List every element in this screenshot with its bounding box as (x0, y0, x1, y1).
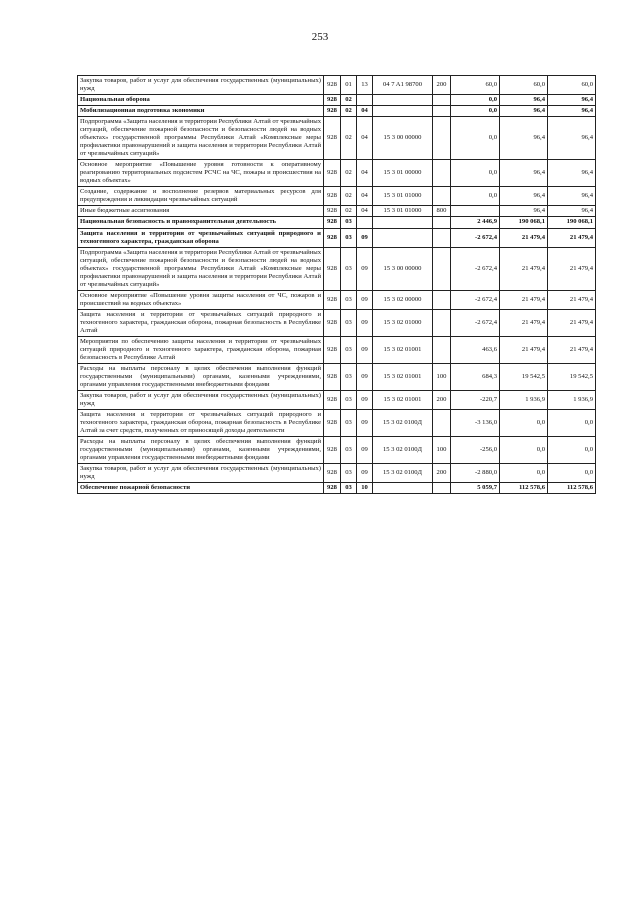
amount-year1-cell: 96,4 (500, 187, 548, 206)
target-article-cell: 15 3 02 0100Д (373, 437, 433, 464)
amount-year2-cell: 96,4 (548, 106, 596, 117)
row-name-cell: Закупка товаров, работ и услуг для обеспечения государственных (муниципальных) нужд (78, 391, 324, 410)
section-code-cell: 03 (341, 228, 357, 247)
expense-type-cell: 100 (433, 437, 451, 464)
amount-year1-cell: 190 068,1 (500, 217, 548, 228)
expense-type-cell (433, 187, 451, 206)
amount-year2-cell: 21 479,4 (548, 247, 596, 290)
table-row (78, 228, 596, 247)
admin-code-cell: 928 (324, 217, 341, 228)
section-code-cell: 03 (341, 290, 357, 309)
row-name-cell: Защита населения и территории от чрезвычайных ситуаций природного и техногенного характера, гражданская оборона, пожарная безопасность в Республике Алтай (78, 309, 324, 336)
admin-code-cell: 928 (324, 247, 341, 290)
subsection-code-cell: 04 (357, 106, 373, 117)
target-article-cell (373, 95, 433, 106)
amount-year2-cell: 96,4 (548, 117, 596, 160)
target-article-cell (373, 217, 433, 228)
target-article-cell: 15 3 02 00000 (373, 290, 433, 309)
target-article-cell: 15 3 01 01000 (373, 187, 433, 206)
amount-year2-cell: 96,4 (548, 187, 596, 206)
row-name-cell: Основное мероприятие «Повышение уровня готовности к оперативному реагированию территориальных подсистем РСЧС на ЧС, пожары и происшествия на водных объектах» (78, 160, 324, 187)
subsection-code-cell: 09 (357, 363, 373, 390)
expense-type-cell (433, 290, 451, 309)
section-code-cell: 03 (341, 437, 357, 464)
admin-code-cell: 928 (324, 206, 341, 217)
section-code-cell: 02 (341, 95, 357, 106)
section-code-cell: 03 (341, 363, 357, 390)
subsection-code-cell: 09 (357, 336, 373, 363)
expense-type-cell (433, 410, 451, 437)
subsection-code-cell: 04 (357, 160, 373, 187)
row-name-cell: Закупка товаров, работ и услуг для обеспечения государственных (муниципальных) нужд (78, 76, 324, 95)
table-row (78, 363, 596, 390)
row-name-cell: Создание, содержание и восполнение резервов материальных ресурсов для предупреждения и ликвидации чрезвычайных ситуаций (78, 187, 324, 206)
target-article-cell: 15 3 02 01001 (373, 363, 433, 390)
expense-type-cell: 800 (433, 206, 451, 217)
amount-year1-cell: 21 479,4 (500, 290, 548, 309)
amount-year1-cell: 21 479,4 (500, 309, 548, 336)
target-article-cell: 15 3 02 01000 (373, 309, 433, 336)
admin-code-cell: 928 (324, 160, 341, 187)
amount-change-cell: 60,0 (451, 76, 500, 95)
amount-year2-cell: 21 479,4 (548, 290, 596, 309)
admin-code-cell: 928 (324, 410, 341, 437)
amount-year1-cell: 0,0 (500, 437, 548, 464)
amount-year1-cell: 21 479,4 (500, 228, 548, 247)
amount-change-cell: 0,0 (451, 106, 500, 117)
expense-type-cell: 200 (433, 391, 451, 410)
section-code-cell: 03 (341, 247, 357, 290)
amount-year2-cell: 21 479,4 (548, 309, 596, 336)
amount-change-cell: 463,6 (451, 336, 500, 363)
target-article-cell: 15 3 00 00000 (373, 117, 433, 160)
amount-year2-cell: 1 936,9 (548, 391, 596, 410)
table-row (78, 483, 596, 494)
amount-year2-cell: 0,0 (548, 464, 596, 483)
admin-code-cell: 928 (324, 437, 341, 464)
section-code-cell: 03 (341, 483, 357, 494)
expense-type-cell (433, 95, 451, 106)
table-row (78, 309, 596, 336)
budget-table (77, 75, 596, 494)
section-code-cell: 02 (341, 106, 357, 117)
subsection-code-cell: 09 (357, 391, 373, 410)
expense-type-cell (433, 309, 451, 336)
table-row (78, 391, 596, 410)
amount-year2-cell: 21 479,4 (548, 228, 596, 247)
admin-code-cell: 928 (324, 464, 341, 483)
amount-change-cell: 0,0 (451, 95, 500, 106)
subsection-code-cell: 09 (357, 309, 373, 336)
admin-code-cell: 928 (324, 391, 341, 410)
page-number: 253 (311, 31, 329, 43)
admin-code-cell: 928 (324, 363, 341, 390)
subsection-code-cell: 04 (357, 187, 373, 206)
section-code-cell: 01 (341, 76, 357, 95)
amount-change-cell: -220,7 (451, 391, 500, 410)
admin-code-cell: 928 (324, 290, 341, 309)
admin-code-cell: 928 (324, 95, 341, 106)
amount-year1-cell: 21 479,4 (500, 336, 548, 363)
table-row (78, 160, 596, 187)
amount-year1-cell: 96,4 (500, 117, 548, 160)
amount-year2-cell: 112 578,6 (548, 483, 596, 494)
amount-year2-cell: 60,0 (548, 76, 596, 95)
row-name-cell: Подпрограмма «Защита населения и территории Республики Алтай от чрезвычайных ситуаций, обеспечение пожарной безопасности и безопасности людей на водных объектах» государственной программы Республики Алтай «Комплексные меры профилактики правонарушений и защита населения и территории Республики Алтай от чрезвычайных ситуаций» (78, 247, 324, 290)
row-name-cell: Мероприятия по обеспечению защиты населения и территории от чрезвычайных ситуаций природного и техногенного характера, гражданская оборона, пожарная безопасность в Республике Алтай (78, 336, 324, 363)
target-article-cell: 15 3 02 01001 (373, 391, 433, 410)
row-name-cell: Расходы на выплаты персоналу в целях обеспечения выполнения функций государственными (муниципальными) органами, казенными учреждениями, органами управления государственными внебюджетными фондами (78, 437, 324, 464)
expense-type-cell (433, 217, 451, 228)
budget-table-body (78, 76, 596, 494)
amount-change-cell: -2 672,4 (451, 290, 500, 309)
row-name-cell: Расходы на выплаты персоналу в целях обеспечения выполнения функций государственными (муниципальными) органами, казенными учреждениями, органами управления государственными внебюджетными фондами (78, 363, 324, 390)
table-row (78, 247, 596, 290)
expense-type-cell: 200 (433, 76, 451, 95)
amount-year2-cell: 96,4 (548, 95, 596, 106)
table-row (78, 464, 596, 483)
amount-year1-cell: 1 936,9 (500, 391, 548, 410)
table-row (78, 117, 596, 160)
target-article-cell: 15 3 00 00000 (373, 247, 433, 290)
admin-code-cell: 928 (324, 106, 341, 117)
amount-change-cell: 2 446,9 (451, 217, 500, 228)
section-code-cell: 03 (341, 309, 357, 336)
admin-code-cell: 928 (324, 336, 341, 363)
table-row (78, 206, 596, 217)
amount-change-cell: -3 136,0 (451, 410, 500, 437)
amount-change-cell: 0,0 (451, 160, 500, 187)
expense-type-cell: 200 (433, 464, 451, 483)
table-row (78, 290, 596, 309)
admin-code-cell: 928 (324, 187, 341, 206)
expense-type-cell (433, 247, 451, 290)
amount-change-cell: 684,3 (451, 363, 500, 390)
section-code-cell: 03 (341, 391, 357, 410)
table-row (78, 410, 596, 437)
table-row (78, 217, 596, 228)
amount-change-cell: 5 059,7 (451, 483, 500, 494)
target-article-cell (373, 106, 433, 117)
row-name-cell: Национальная безопасность и правоохранительная деятельность (78, 217, 324, 228)
subsection-code-cell: 10 (357, 483, 373, 494)
section-code-cell: 03 (341, 464, 357, 483)
amount-year2-cell: 0,0 (548, 410, 596, 437)
row-name-cell: Основное мероприятие «Повышение уровня защиты населения от ЧС, пожаров и происшествий на водных объектах» (78, 290, 324, 309)
table-row (78, 106, 596, 117)
admin-code-cell: 928 (324, 309, 341, 336)
table-row (78, 76, 596, 95)
amount-year2-cell: 190 068,1 (548, 217, 596, 228)
row-name-cell: Национальная оборона (78, 95, 324, 106)
amount-year1-cell: 96,4 (500, 160, 548, 187)
amount-change-cell: -256,0 (451, 437, 500, 464)
table-row (78, 95, 596, 106)
admin-code-cell: 928 (324, 483, 341, 494)
subsection-code-cell (357, 217, 373, 228)
target-article-cell: 15 3 02 0100Д (373, 410, 433, 437)
subsection-code-cell: 09 (357, 247, 373, 290)
section-code-cell: 02 (341, 160, 357, 187)
amount-change-cell: -2 672,4 (451, 228, 500, 247)
amount-year2-cell: 96,4 (548, 160, 596, 187)
amount-change-cell (451, 206, 500, 217)
subsection-code-cell: 09 (357, 464, 373, 483)
row-name-cell: Обеспечение пожарной безопасности (78, 483, 324, 494)
section-code-cell: 03 (341, 336, 357, 363)
row-name-cell: Подпрограмма «Защита населения и территории Республики Алтай от чрезвычайных ситуаций, обеспечение пожарной безопасности и безопасности людей на водных объектах» государственной программы Республики Алтай «Комплексные меры профилактики правонарушений и защита населения и территории Республики Алтай от чрезвычайных ситуаций» (78, 117, 324, 160)
expense-type-cell (433, 483, 451, 494)
target-article-cell: 15 3 02 0100Д (373, 464, 433, 483)
expense-type-cell: 100 (433, 363, 451, 390)
target-article-cell: 15 3 01 01000 (373, 206, 433, 217)
target-article-cell: 15 3 01 00000 (373, 160, 433, 187)
row-name-cell: Защита населения и территории от чрезвычайных ситуаций природного и техногенного характера, гражданская оборона, пожарная безопасность в Республике Алтай за счет средств, полученных от приносящей доходы деятельности (78, 410, 324, 437)
row-name-cell: Закупка товаров, работ и услуг для обеспечения государственных (муниципальных) нужд (78, 464, 324, 483)
section-code-cell: 03 (341, 217, 357, 228)
amount-year1-cell: 19 542,5 (500, 363, 548, 390)
amount-year1-cell: 96,4 (500, 106, 548, 117)
section-code-cell: 02 (341, 206, 357, 217)
row-name-cell: Иные бюджетные ассигнования (78, 206, 324, 217)
subsection-code-cell (357, 95, 373, 106)
section-code-cell: 02 (341, 117, 357, 160)
amount-change-cell: 0,0 (451, 117, 500, 160)
expense-type-cell (433, 117, 451, 160)
amount-year1-cell: 21 479,4 (500, 247, 548, 290)
table-row (78, 336, 596, 363)
target-article-cell (373, 228, 433, 247)
amount-year2-cell: 19 542,5 (548, 363, 596, 390)
row-name-cell: Мобилизационная подготовка экономики (78, 106, 324, 117)
amount-year1-cell: 112 578,6 (500, 483, 548, 494)
admin-code-cell: 928 (324, 228, 341, 247)
amount-year1-cell: 96,4 (500, 206, 548, 217)
subsection-code-cell: 04 (357, 206, 373, 217)
amount-year1-cell: 60,0 (500, 76, 548, 95)
target-article-cell (373, 483, 433, 494)
amount-change-cell: -2 672,4 (451, 247, 500, 290)
amount-year2-cell: 96,4 (548, 206, 596, 217)
subsection-code-cell: 04 (357, 117, 373, 160)
section-code-cell: 03 (341, 410, 357, 437)
expense-type-cell (433, 336, 451, 363)
subsection-code-cell: 09 (357, 228, 373, 247)
subsection-code-cell: 13 (357, 76, 373, 95)
expense-type-cell (433, 160, 451, 187)
amount-year2-cell: 0,0 (548, 437, 596, 464)
section-code-cell: 02 (341, 187, 357, 206)
admin-code-cell: 928 (324, 76, 341, 95)
subsection-code-cell: 09 (357, 410, 373, 437)
amount-change-cell: -2 672,4 (451, 309, 500, 336)
expense-type-cell (433, 106, 451, 117)
subsection-code-cell: 09 (357, 437, 373, 464)
amount-change-cell: -2 880,0 (451, 464, 500, 483)
row-name-cell: Защита населения и территории от чрезвычайных ситуаций природного и техногенного характера, гражданская оборона (78, 228, 324, 247)
amount-change-cell: 0,0 (451, 187, 500, 206)
amount-year2-cell: 21 479,4 (548, 336, 596, 363)
amount-year1-cell: 0,0 (500, 410, 548, 437)
table-row (78, 437, 596, 464)
subsection-code-cell: 09 (357, 290, 373, 309)
table-row (78, 187, 596, 206)
target-article-cell: 15 3 02 01001 (373, 336, 433, 363)
expense-type-cell (433, 228, 451, 247)
target-article-cell: 04 7 A1 98700 (373, 76, 433, 95)
amount-year1-cell: 96,4 (500, 95, 548, 106)
amount-year1-cell: 0,0 (500, 464, 548, 483)
admin-code-cell: 928 (324, 117, 341, 160)
